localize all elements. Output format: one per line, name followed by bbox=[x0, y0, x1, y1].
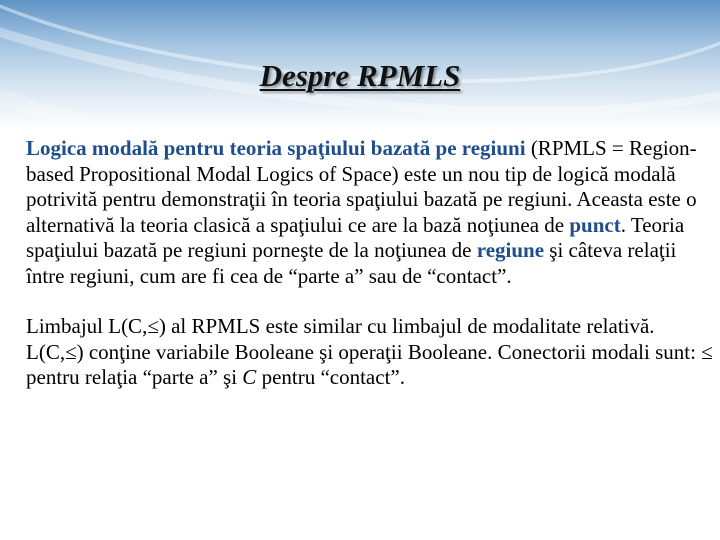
paragraph-text: pentru “contact”. bbox=[256, 365, 405, 389]
term-region: regiune bbox=[476, 238, 545, 262]
paragraph-text: . Teoria spaţiului bazată pe regiuni porneşte de la noţiunea de bbox=[26, 212, 685, 262]
slide-title: Despre RPMLS bbox=[259, 58, 461, 93]
term-point: punct bbox=[569, 212, 621, 237]
paragraph-rpmls-definition bbox=[26, 136, 716, 289]
slide-body bbox=[26, 136, 716, 391]
paragraph-text: şi câteva relaţii între regiuni, cum are fi cea de “parte a” sau de “contact”. bbox=[26, 238, 677, 288]
paragraph-text: Limbajul L(C,≤) al RPMLS este similar cu limbajul de modalitate relativă. L(C,≤) conţine variabile Booleane şi operaţii Booleane. Conectorii modali sunt: ≤ pentru relaţia “parte a” şi bbox=[26, 314, 713, 389]
paragraph-language bbox=[26, 314, 716, 391]
definition-lead: Logica modală pentru teoria spaţiului bazată pe regiuni bbox=[26, 136, 526, 160]
paragraph-text: (RPMLS = Region-based Propositional Modal Logics of Space) este un nou tip de logică modală potrivită pentru demonstraţii în teoria spaţiului bazată pe regiuni. Aceasta este o alternativă la teoria clasică a spaţiului ce are la bază noţiunea de bbox=[26, 136, 697, 237]
symbol-c: C bbox=[242, 365, 257, 389]
